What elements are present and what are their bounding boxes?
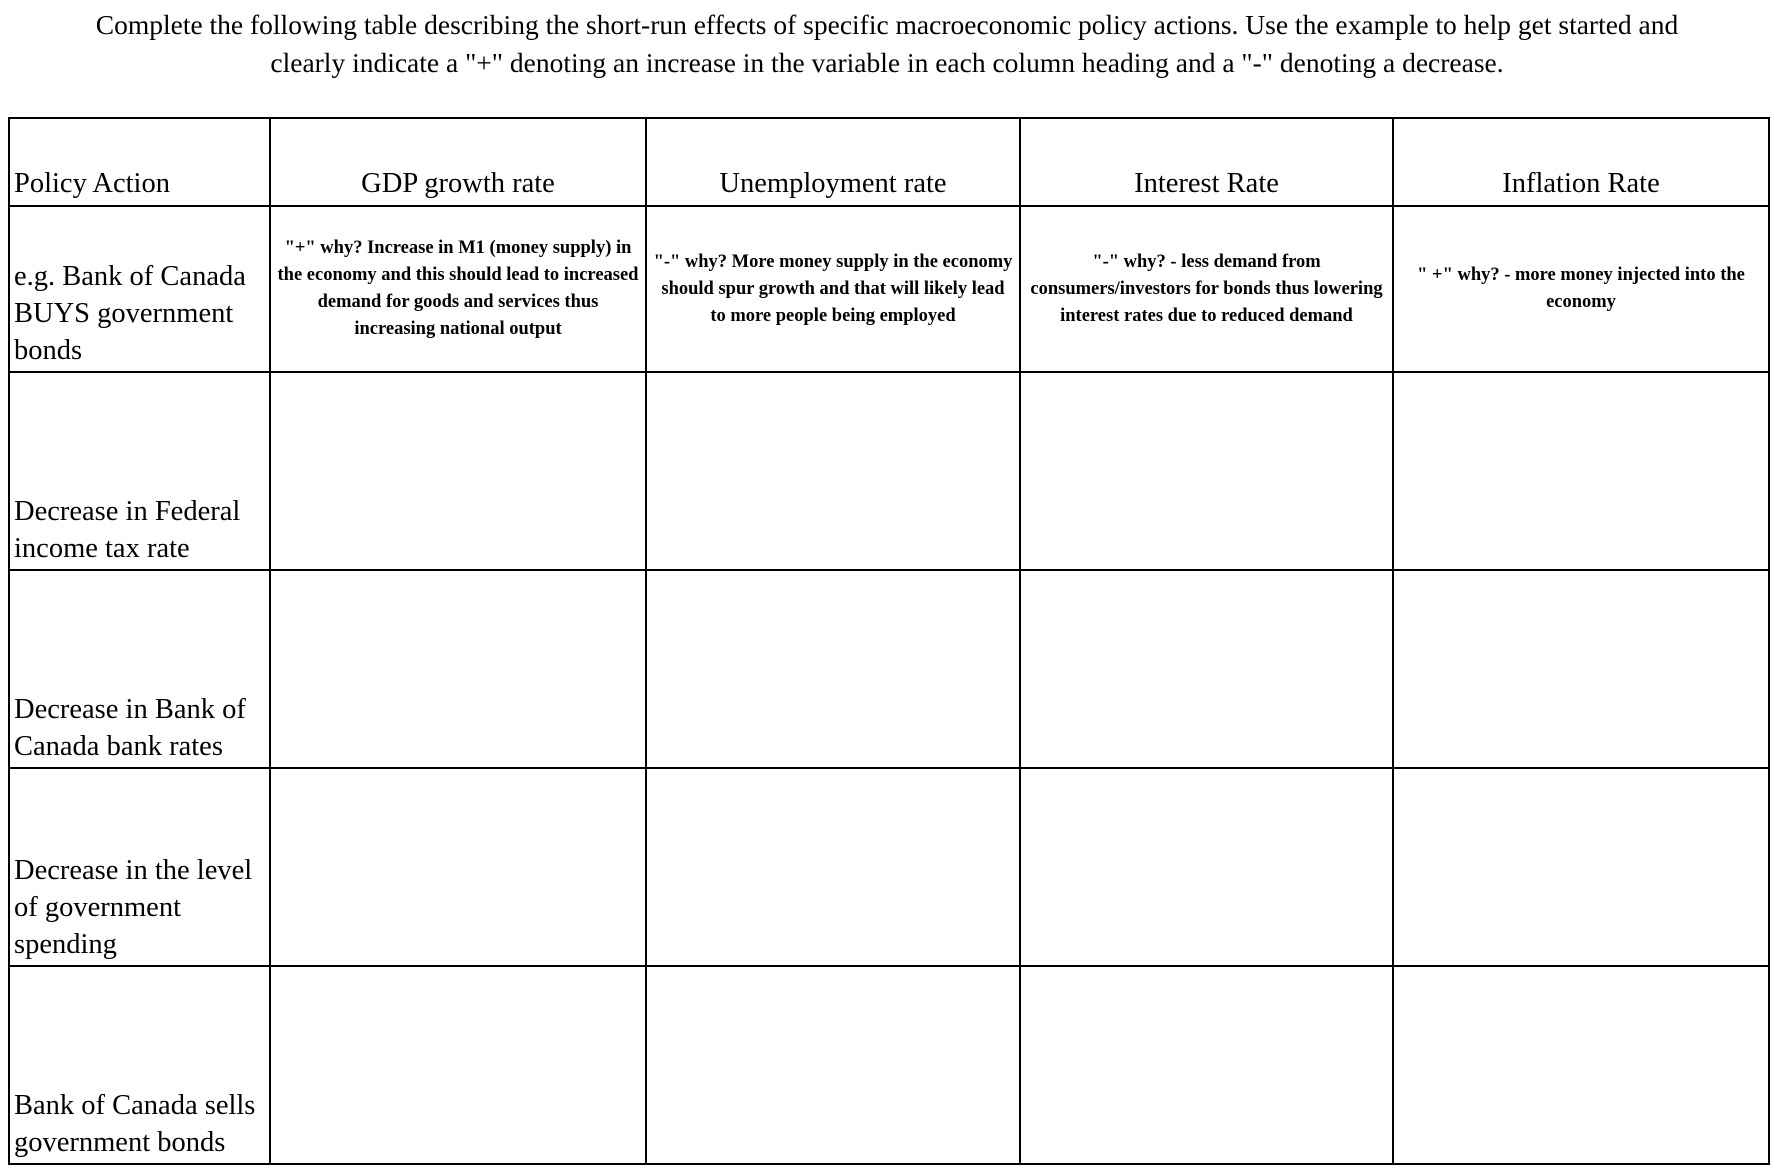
example-policy-action: e.g. Bank of Canada BUYS government bonds [9,206,270,372]
interest-answer-cell[interactable] [1020,768,1393,966]
header-inflation-rate: Inflation Rate [1393,118,1769,206]
example-unemployment-cell: "-" why? More money supply in the economy should spur growth and that will likely lead to more people being employed [646,206,1020,372]
interest-answer-cell[interactable] [1020,966,1393,1164]
interest-answer-cell[interactable] [1020,372,1393,570]
header-unemployment-rate: Unemployment rate [646,118,1020,206]
example-gdp-cell: "+" why? Increase in M1 (money supply) in the economy and this should lead to increased demand for goods and services thus increasing national output [270,206,646,372]
gdp-answer-cell[interactable] [270,966,646,1164]
gdp-answer-cell[interactable] [270,768,646,966]
unemployment-answer-cell[interactable] [646,570,1020,768]
table-row [9,768,1769,966]
policy-action-bank-rates: Decrease in Bank of Canada bank rates [9,570,270,768]
inflation-answer-cell[interactable] [1393,372,1769,570]
example-inflation-cell: " +" why? - more money injected into the economy [1393,206,1769,372]
unemployment-answer-cell[interactable] [646,966,1020,1164]
example-row [9,206,1769,372]
header-interest-rate: Interest Rate [1020,118,1393,206]
table-row [9,570,1769,768]
header-policy-action: Policy Action [9,118,270,206]
header-row [9,118,1769,206]
interest-answer-cell[interactable] [1020,570,1393,768]
policy-action-federal-tax: Decrease in Federal income tax rate [9,372,270,570]
table-row [9,966,1769,1164]
inflation-answer-cell[interactable] [1393,966,1769,1164]
instructions [20,6,1754,82]
example-interest-cell: "-" why? - less demand from consumers/investors for bonds thus lowering interest rates due to reduced demand [1020,206,1393,372]
table-row [9,372,1769,570]
instructions-line-1: Complete the following table describing the short-run effects of specific macroeconomic policy actions. Use the example to help get started and [95,9,1679,40]
inflation-answer-cell[interactable] [1393,768,1769,966]
unemployment-answer-cell[interactable] [646,372,1020,570]
gdp-answer-cell[interactable] [270,372,646,570]
policy-action-sells-bonds: Bank of Canada sells government bonds [9,966,270,1164]
unemployment-answer-cell[interactable] [646,768,1020,966]
instructions-line-2: clearly indicate a "+" denoting an increase in the variable in each column heading and a "-" denoting a decrease. [270,47,1504,78]
policy-effects-table [8,117,1770,1165]
gdp-answer-cell[interactable] [270,570,646,768]
policy-action-government-spending: Decrease in the level of government spending [9,768,270,966]
inflation-answer-cell[interactable] [1393,570,1769,768]
header-gdp-growth-rate: GDP growth rate [270,118,646,206]
